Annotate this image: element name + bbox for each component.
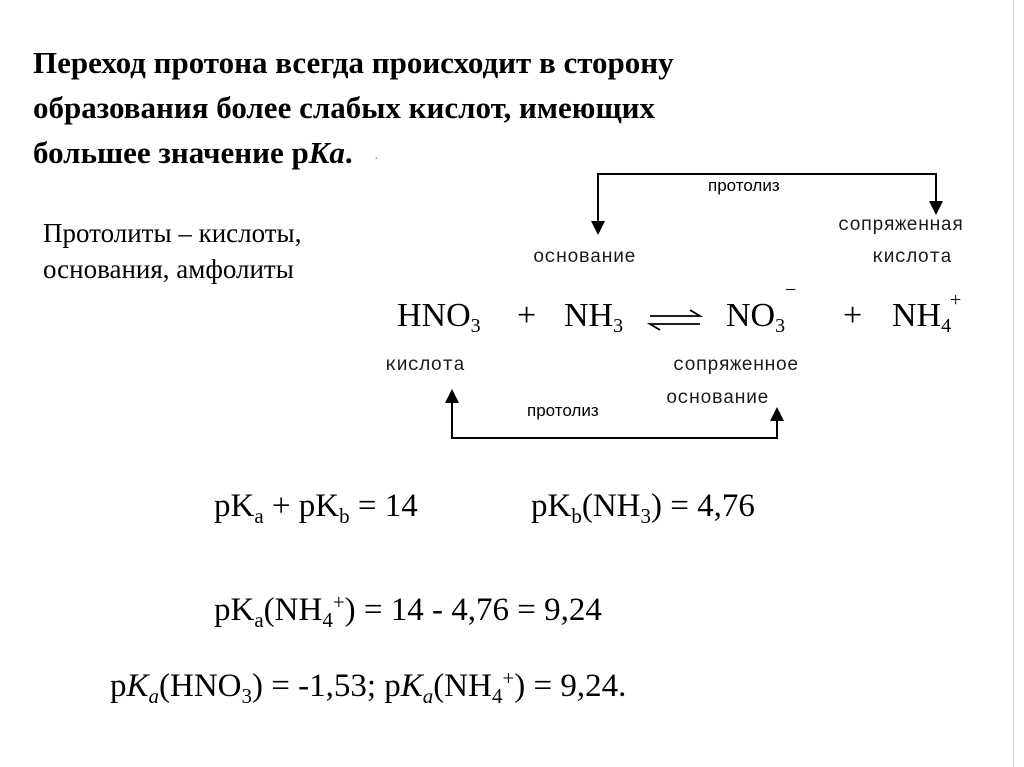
f4-italic-k1: K <box>126 668 149 704</box>
slide-border <box>1013 0 1014 767</box>
nh4-formula <box>892 296 951 346</box>
nh4-subscript: 4 <box>941 315 952 337</box>
nh4-main: NH <box>892 297 942 334</box>
f3-part3: ) = 14 - 4,76 = 9,24 <box>344 592 602 628</box>
f4-sup: + <box>502 666 515 690</box>
protolysis-bottom-label: протолиз <box>527 401 599 420</box>
conjugate-acid-label-2: кислота <box>872 246 952 268</box>
conjugate-acid-label-1: сопряженная <box>838 214 964 236</box>
f4-sub1-text: a <box>148 684 160 708</box>
equilibrium-forward-arrow <box>650 310 700 316</box>
f4-sub3-text: a <box>422 684 434 708</box>
conjugate-base-label-1: сопряженное <box>673 354 799 376</box>
f2-sub1: b <box>571 504 582 528</box>
f4-sub2: 3 <box>241 684 252 708</box>
protolytes-line-1: Протолиты – кислоты, <box>43 218 302 248</box>
protolysis-top-label: протолиз <box>708 176 780 195</box>
f4-part4: (NH <box>433 668 492 704</box>
equilibrium-backward-arrow <box>650 324 700 330</box>
pka-pkb-formula <box>214 486 418 536</box>
f2-sub2: 3 <box>640 504 651 528</box>
f3-sub2: 4 <box>322 608 333 632</box>
f1-sub1: a <box>254 504 264 528</box>
nh3-main: NH <box>564 297 614 334</box>
heading-period: . <box>344 135 353 170</box>
f3-part1: pK <box>214 592 255 628</box>
nh3-subscript: 3 <box>613 315 624 337</box>
f1-part1: pK <box>214 488 255 524</box>
no3-main: NO <box>726 297 776 334</box>
heading-line-1: Переход протона всегда происходит в сторону <box>33 45 674 80</box>
no3-charge: − <box>785 279 797 301</box>
heading-line-3-text: большее значение p <box>33 135 309 170</box>
plus-sign-1: + <box>517 297 537 334</box>
slide-heading <box>33 40 933 178</box>
stray-dot: . <box>374 148 379 164</box>
f2-part2: (NH <box>581 488 641 524</box>
pkb-nh3-formula <box>531 486 755 536</box>
f1-part3: = 14 <box>349 488 418 524</box>
base-label: основание <box>533 246 636 268</box>
acid-label: кислота <box>385 354 465 376</box>
pka-hno3-nh4-formula <box>110 658 626 716</box>
plus-sign-2: + <box>843 297 863 334</box>
f4-part1: p <box>110 668 127 704</box>
pka-nh4-formula <box>214 582 602 640</box>
conjugate-base-label-2: основание <box>666 387 769 409</box>
f1-part2: + pK <box>263 488 340 524</box>
f3-sup: + <box>332 590 345 614</box>
no3-formula <box>726 296 785 346</box>
heading-ka: Ka <box>308 135 345 170</box>
f4-sub4: 4 <box>491 684 503 708</box>
f4-sub1 <box>149 684 160 708</box>
hno3-main: HNO <box>397 297 471 334</box>
heading-line-3 <box>33 130 933 178</box>
f3-part2: (NH <box>263 592 323 628</box>
nh3-formula <box>564 296 623 346</box>
f2-part3: ) = 4,76 <box>651 488 755 524</box>
protolytes-text <box>43 215 383 287</box>
f4-part3: ) = -1,53; p <box>252 668 401 704</box>
hno3-formula <box>397 296 481 346</box>
f2-part1: pK <box>531 488 572 524</box>
f4-sub3 <box>423 684 434 708</box>
f3-sub1: a <box>254 608 264 632</box>
hno3-subscript: 3 <box>470 315 481 337</box>
f4-italic-k2: K <box>400 668 423 704</box>
f4-part5: ) = 9,24. <box>514 668 627 704</box>
protolytes-line-2: основания, амфолиты <box>43 254 294 284</box>
no3-subscript: 3 <box>775 315 786 337</box>
heading-line-2: образования более слабых кислот, имеющих <box>33 90 655 125</box>
f1-sub2: b <box>339 504 350 528</box>
f4-part2: (HNO <box>159 668 242 704</box>
nh4-charge: + <box>950 289 962 311</box>
